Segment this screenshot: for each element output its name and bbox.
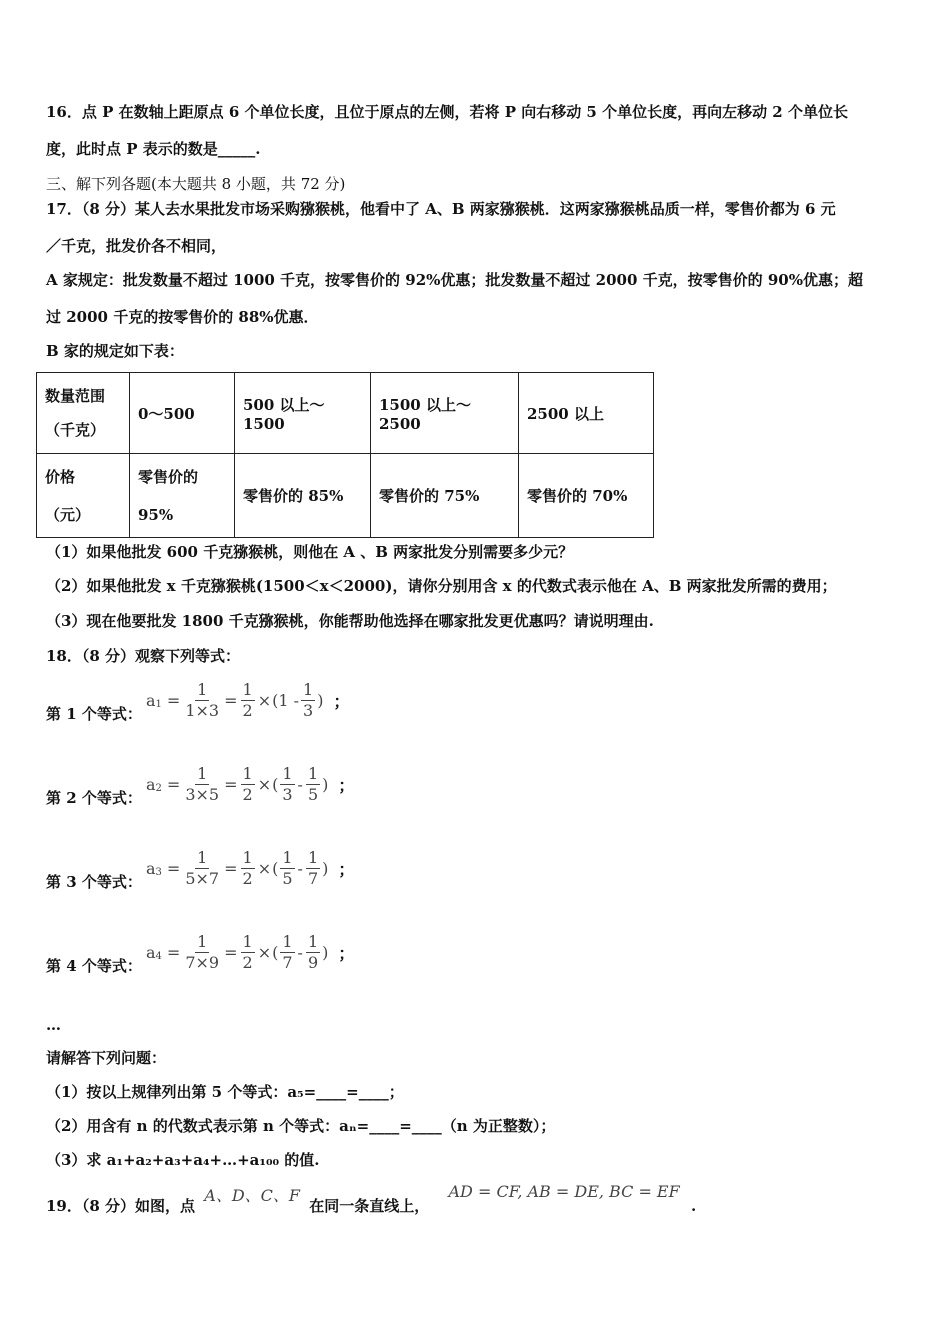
- semicolon: ；: [338, 776, 355, 795]
- equation-formula: [146, 680, 349, 721]
- table-cell: 2500 以上: [519, 373, 654, 454]
- eq-index: 3: [155, 867, 162, 878]
- right-paren: ): [322, 943, 329, 962]
- q17-sub1: （1）如果他批发 600 千克猕猴桃，则他在 A 、B 两家批发分别需要多少元？: [46, 543, 574, 561]
- left-paren: (: [272, 775, 279, 794]
- q19-mid: 在同一条直线上，: [309, 1197, 430, 1215]
- eq-index: 4: [155, 951, 162, 962]
- fraction: $\frac{1}{3\times 5}$: [185, 764, 220, 804]
- left-paren: (: [272, 943, 279, 962]
- eq-sign: =: [224, 691, 238, 710]
- fraction: $\frac{1}{2}$: [242, 848, 253, 888]
- fraction: $\frac{1}{7\times 9}$: [185, 932, 220, 972]
- minus-sign: -: [297, 775, 303, 794]
- eq-var: a: [146, 859, 156, 878]
- q19-conditions: AD = CF, AB = DE, BC = EF: [448, 1182, 680, 1201]
- q17-sub3: （3）现在他要批发 1800 千克猕猴桃，你能帮助他选择在哪家批发更优惠吗？请说明理由.: [46, 612, 654, 630]
- table-cell: 零售价的 70%: [519, 454, 654, 538]
- times-sign: ×: [257, 859, 272, 878]
- eq-sign: =: [224, 859, 238, 878]
- fraction: $\frac{1}{7}$: [307, 848, 319, 888]
- q17-line3: A 家规定：批发数量不超过 1000 千克，按零售价的 92%优惠；批发数量不超过 2000 千克，按零售价的 90%优惠；超: [46, 271, 863, 289]
- semicolon: ；: [338, 860, 355, 879]
- q16-line2: 度，此时点 P 表示的数是_____.: [46, 140, 261, 158]
- eq-index: 1: [155, 699, 162, 710]
- table-cell: 价格 （元）: [37, 454, 130, 538]
- q18-prompt: 请解答下列问题：: [46, 1049, 167, 1067]
- eq-sign: =: [224, 775, 238, 794]
- eq-sign: =: [224, 943, 238, 962]
- table-cell: 1500 以上～2500: [371, 373, 519, 454]
- fraction: $\frac{1}{3}$: [282, 764, 293, 804]
- q17-line4: 过 2000 千克的按零售价的 88%优惠．: [46, 308, 319, 326]
- fraction: $\frac{1}{2}$: [242, 680, 253, 720]
- q18-sub1: （1）按以上规律列出第 5 个等式：a₅=____=____；: [46, 1083, 404, 1101]
- eq-sign: =: [166, 943, 181, 962]
- eq-index: 2: [155, 783, 162, 794]
- q19-points: A、D、C、F: [204, 1186, 301, 1205]
- fraction: $\frac{1}{2}$: [242, 932, 253, 972]
- q17-line5: B 家的规定如下表：: [46, 342, 184, 360]
- fraction: $\frac{1}{7}$: [282, 932, 293, 972]
- left-paren: (1 -: [272, 691, 300, 710]
- equation-label: 第 4 个等式：: [46, 957, 142, 975]
- fraction: $\frac{1}{5}$: [282, 848, 293, 888]
- equation-label: 第 1 个等式：: [46, 705, 142, 723]
- eq-var: a: [146, 691, 156, 710]
- table-cell: 零售价的 85%: [235, 454, 371, 538]
- minus-sign: -: [297, 943, 303, 962]
- q17-line2: ／千克，批发价各不相同，: [46, 237, 227, 255]
- fraction: $\frac{1}{3}$: [303, 680, 314, 720]
- fraction: $\frac{1}{9}$: [307, 932, 319, 972]
- times-sign: ×: [257, 943, 272, 962]
- b-pricing-table: [36, 372, 654, 538]
- table-cell: 零售价的 75%: [371, 454, 519, 538]
- fraction: $\frac{1}{5}$: [307, 764, 319, 804]
- ellipsis: …: [46, 1016, 61, 1034]
- eq-sign: =: [166, 775, 181, 794]
- minus-sign: -: [297, 859, 303, 878]
- fraction: $\frac{1}{1\times 3}$: [185, 680, 220, 720]
- right-paren: ): [322, 859, 329, 878]
- q17-sub2: （2）如果他批发 x 千克猕猴桃(1500＜x＜2000)，请你分别用含 x 的代数式表示他在 A、B 两家批发所需的费用；: [46, 577, 837, 595]
- equation-formula: [146, 764, 354, 805]
- eq-sign: =: [166, 859, 181, 878]
- table-cell: 0～500: [130, 373, 235, 454]
- equation-label: 第 2 个等式：: [46, 789, 142, 807]
- section-3-heading: 三、解下列各题(本大题共 8 小题，共 72 分): [46, 175, 346, 193]
- right-paren: ): [317, 691, 324, 710]
- eq-var: a: [146, 943, 156, 962]
- table-cell: 500 以上～1500: [235, 373, 371, 454]
- table-cell: 零售价的 95%: [130, 454, 235, 538]
- semicolon: ；: [338, 944, 355, 963]
- q17-line1: 17．（8 分）某人去水果批发市场采购猕猴桃，他看中了 A、B 两家猕猴桃．这两家猕猴桃品质一样，零售价都为 6 元: [46, 200, 836, 218]
- semicolon: ；: [333, 692, 350, 711]
- q18-sub3: （3）求 a₁+a₂+a₃+a₄+…+a₁₀₀ 的值.: [46, 1151, 320, 1169]
- times-sign: ×: [257, 775, 272, 794]
- equation-formula: [146, 932, 354, 973]
- q16-line1: 16．点 P 在数轴上距原点 6 个单位长度，且位于原点的左侧，若将 P 向右移动 5 个单位长度，再向左移动 2 个单位长: [46, 103, 848, 121]
- q18-sub2: （2）用含有 n 的代数式表示第 n 个等式：aₙ=____=____（n 为正整数）；: [46, 1117, 556, 1135]
- equation-formula: [146, 848, 354, 889]
- right-paren: ): [322, 775, 329, 794]
- q19-line: [46, 1182, 697, 1216]
- eq-var: a: [146, 775, 156, 794]
- table-cell: 数量范围 （千克）: [37, 373, 130, 454]
- equation-label: 第 3 个等式：: [46, 873, 142, 891]
- fraction: $\frac{1}{5\times 7}$: [185, 848, 220, 888]
- eq-sign: =: [166, 691, 181, 710]
- left-paren: (: [272, 859, 279, 878]
- q18-title: 18．（8 分）观察下列等式：: [46, 647, 241, 665]
- q19-end: .: [690, 1197, 697, 1215]
- fraction: $\frac{1}{2}$: [242, 764, 253, 804]
- times-sign: ×: [257, 691, 272, 710]
- q19-prefix: 19．（8 分）如图，点: [46, 1197, 196, 1215]
